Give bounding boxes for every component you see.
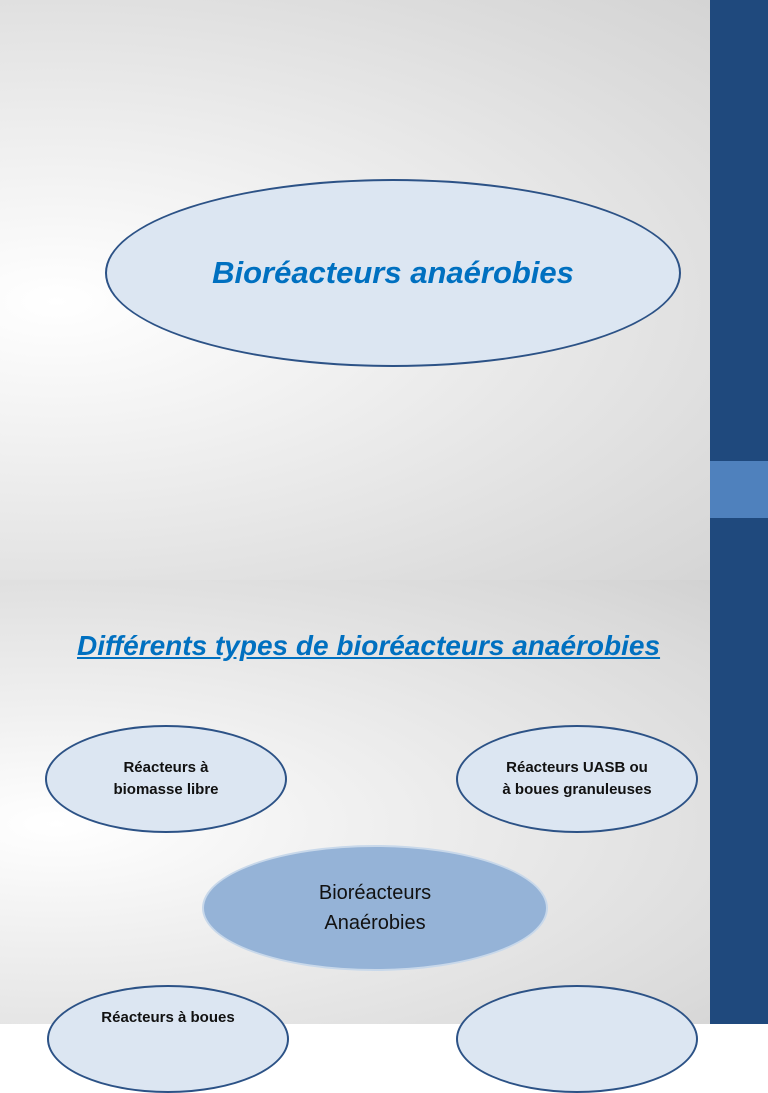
node-biomasse-libre	[45, 725, 287, 833]
slide-title: Bioréacteurs anaérobies	[212, 255, 574, 290]
node-label: Bioréacteurs Anaérobies	[318, 882, 432, 934]
node-center	[202, 845, 548, 971]
node-uasb	[456, 725, 698, 833]
node-label: Réacteurs à boues	[101, 1009, 235, 1026]
sidebar-accent	[710, 461, 768, 518]
node-label: Réacteurs à biomasse libre	[113, 759, 219, 798]
node-label: Réacteurs UASB ou à boues granuleuses	[502, 759, 652, 798]
node-bottom-right	[456, 985, 698, 1093]
node-boues	[47, 985, 289, 1093]
title-ellipse	[105, 179, 681, 367]
section-heading: Différents types de bioréacteurs anaérobies	[77, 630, 661, 661]
